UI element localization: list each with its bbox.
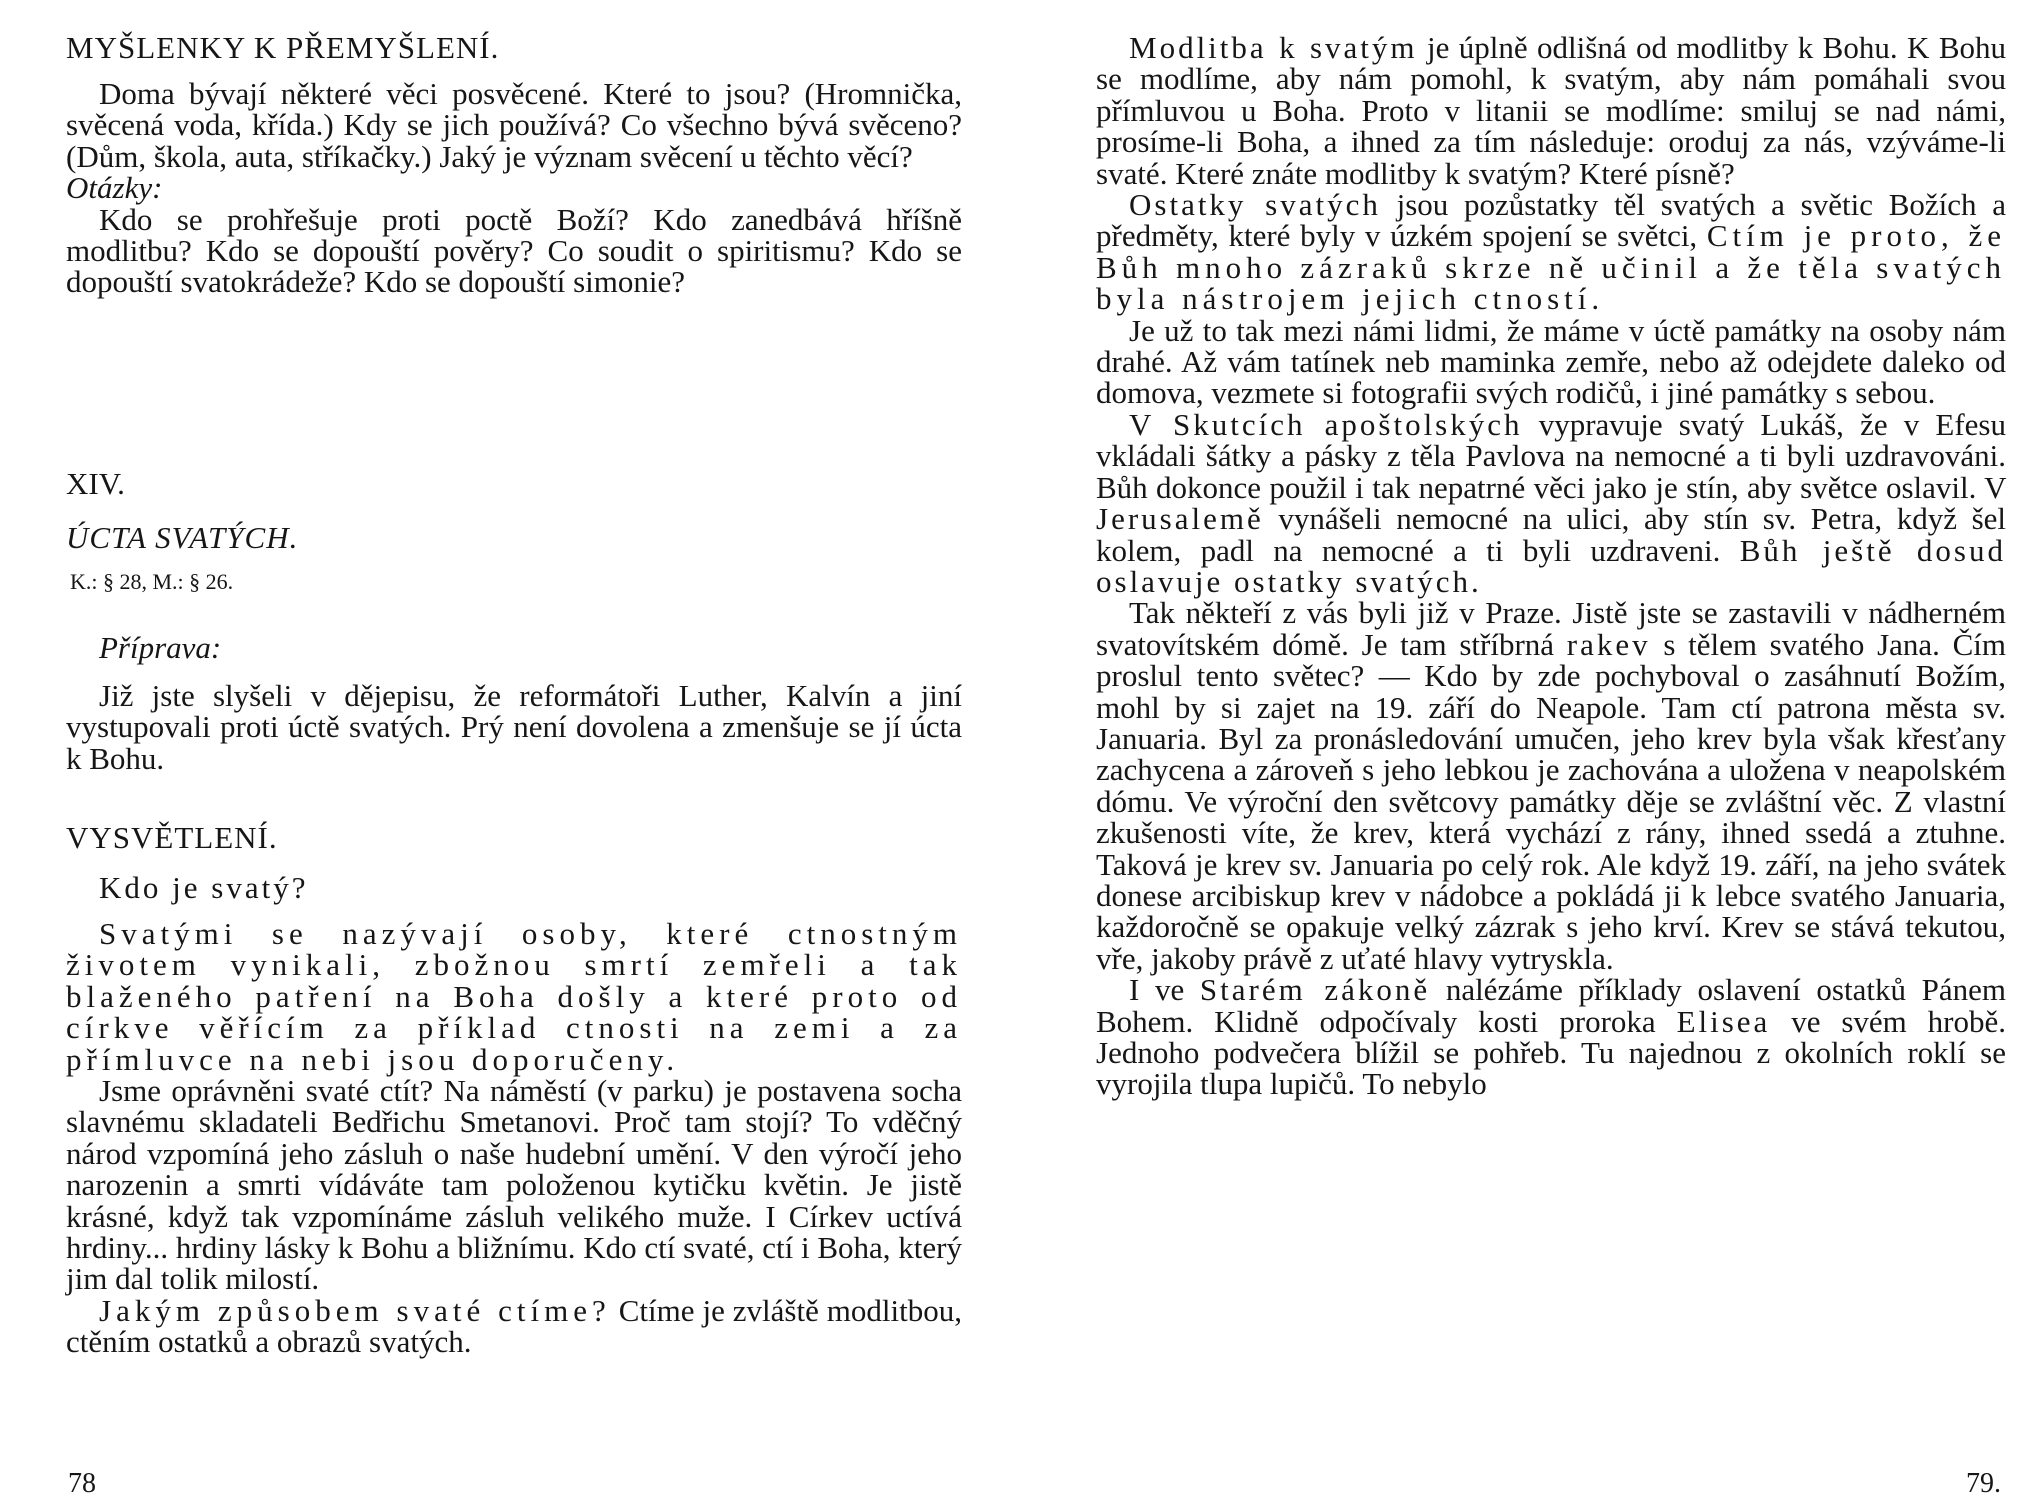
smetana-paragraph: Jsme oprávněni svaté ctít? Na náměstí (v parku) je postavena socha slavnému skladateli Bedřichu Smetanovi. Proč tam stojí? To vděčný národ vzpomíná jeho zásluh o naše hudební umění. V den výročí jeho narozenin a smrti vídáváte tam položenou kytičku květin. Je jistě krásné, když tak vzpomínáme zásluh velikého muže. I Církev uctívá hrdiny... hrdiny lásky k Bohu a bližnímu. Kdo ctí svaté, ctí i Boha, který jim dal tolik milostí. <box>66 1073 962 1297</box>
how-lead: Jakým způsobem svaté ctíme? <box>99 1292 611 1328</box>
acts-city: Jerusalemě <box>1096 501 1264 537</box>
old-testament-b: nalézáme příklady oslavení ostatků Pánem Bohem. Klidně odpočívaly kosti proroka <box>1096 972 2006 1039</box>
chapter-number: XIV. <box>66 466 125 501</box>
old-testament-a: I ve <box>1129 972 1185 1008</box>
right-page <box>1020 0 2040 1500</box>
old-testament-paragraph <box>1096 974 2006 1100</box>
prayer-paragraph <box>1096 32 2006 189</box>
old-testament-spaced: Starém zákoně <box>1199 972 1431 1008</box>
definition-paragraph: Svatými se nazývají osoby, které ctnostným životem vynikali, zbožnou smrtí zemřeli a tak blaženého patření na Boha došly a které proto od církve věřícím za příklad ctnosti na zemi a za přímluvce na nebi jsou doporučeny. <box>66 916 962 1077</box>
acts-paragraph <box>1096 406 2007 599</box>
explanation-block <box>66 918 962 1358</box>
acts-text-b: vynášeli nemocné na ulici, aby stín sv. Petra, když šel kolem, padl na nemocné a ti byli uzdraveni. <box>1096 501 2007 568</box>
preparation-label: Příprava: <box>99 630 222 665</box>
questions-label: Otázky: <box>66 170 163 206</box>
prayer-text: je úplně odlišná od modlitby k Bohu. K Bohu se modlíme, aby nám pomohl, k svatým, aby nám pomáhali svou přímluvou u Boha. Proto v litanii se modlíme: smiluj se nad námi, prosíme-li Boha, a ihned za tím následuje: oroduj za nás, vzýváme-li svaté. Které znáte modlitby k svatým? Které písně? <box>1096 30 2006 191</box>
acts-spaced: Bůh ještě dosud oslavuje ostatky svatých. <box>1096 532 2006 599</box>
old-testament-c: ve svém hrobě. Jednoho podvečera blížil se pohřeb. Tu najednou z okolních roklí se vyrojila tlupa lupičů. To nebylo <box>1096 1003 2007 1102</box>
januarius-text-b: s tělem svatého Jana. Čím proslul tento světec? — Kdo by zde pochyboval o zasáhnutí Božím, mohl by si zajet na 19. září do Neapole. Tam ctí patrona města sv. Januaria. Byl za pronásledování umučen, jeho krev byla však křesťany zachycena a zároveň s jeho lebkou je zachována a uložena v neapolském dómu. Ve výroční den světcovy památky děje se zvláštní věc. Z vlastní zkušenosti víte, že krev, která vychází z rány, ihned ssedá a ztuhne. Taková je krev sv. Januaria po celý rok. Ale když 19. září, na jeho svátek donese arcibiskup krev v nádobce a pokládá ji k lebce svatého Januaria, každoročně se opakuje velký zázrak s jeho krví. Krev se stává tekutou, vře, jakoby právě z uťaté hlavy vytryskla. <box>1096 626 2007 976</box>
relics-lead: Ostatky svatých <box>1129 187 1381 223</box>
januarius-paragraph <box>1096 597 2006 974</box>
page-number-left: 78 <box>68 1468 96 1499</box>
how-paragraph <box>66 1292 963 1360</box>
relics-spaced: Ctím je proto, že Bůh mnoho zázraků skrze ně učinil a že těla svatých byla nástrojem jejich ctností. <box>1096 218 2007 317</box>
januarius-rakev: rakev <box>1566 626 1651 662</box>
relics-paragraph <box>1096 189 2006 315</box>
relics-text: jsou pozůstatky těl svatých a světic Božích a předměty, které byly v úzkém spojení se světci, <box>1096 187 2006 254</box>
questions-paragraph: Kdo se prohřešuje proti poctě Boží? Kdo zanedbává hříšně modlitbu? Kdo se dopouští pověry? Co soudit o spiritismu? Kdo se dopouští svatokrádeže? Kdo se dopouští simonie? <box>66 201 962 300</box>
acts-text-a: vypravuje svatý Lukáš, že v Efesu vkládali šátky a pásky z těla Pavlova na nemocné a ti byli uzdravováni. Bůh dokonce použil i tak nepatrné věci jako je stín, aby světce oslavil. V <box>1096 406 2006 505</box>
reflection-block <box>66 78 962 298</box>
page-number-right: 79. <box>1966 1468 2001 1499</box>
chapter-title: ÚCTA SVATÝCH. <box>66 520 299 555</box>
preparation-block <box>66 680 962 774</box>
prayer-lead: Modlitba k svatým <box>1129 30 1418 65</box>
reflection-paragraph: Doma bývají některé věci posvěcené. Které to jsou? (Hromnička, svěcená voda, křída.) Kdy se jich používá? Co všechno bývá svěceno? (Dům, škola, auta, stříkačky.) Jaký je význam svěcení u těchto věcí? <box>66 76 962 174</box>
preparation-paragraph: Již jste slyšeli v dějepisu, že reformátoři Luther, Kalvín a jiní vystupovali proti úctě svatých. Prý není dovolena a zmenšuje se jí úcta k Bohu. <box>66 678 962 776</box>
section-title: MYŠLENKY K PŘEMYŠLENÍ. <box>66 30 500 65</box>
januarius-text-a: Tak někteří z vás byli již v Praze. Jistě jste se zastavili v nádherném svatovítském dómě. Je tam stříbrná <box>1096 595 2006 662</box>
memento-paragraph: Je už to tak mezi námi lidmi, že máme v úctě památky na osoby nám drahé. Až vám tatínek neb maminka zemře, nebo až odejdete daleko od domova, vezmete si fotografii svých rodičů, i jiné památky s sebou. <box>1096 312 2006 411</box>
question-saint: Kdo je svatý? <box>99 870 309 905</box>
right-text-block <box>1096 32 2006 1100</box>
references: K.: § 28, M.: § 26. <box>70 569 234 594</box>
how-rest: Ctíme je zvláště modlitbou, ctěním ostatků a obrazů svatých. <box>66 1292 963 1360</box>
explanation-heading: VYSVĚTLENÍ. <box>66 820 278 855</box>
old-testament-name: Elisea <box>1676 1003 1771 1039</box>
acts-lead: V Skutcích apoštolských <box>1129 406 1523 442</box>
